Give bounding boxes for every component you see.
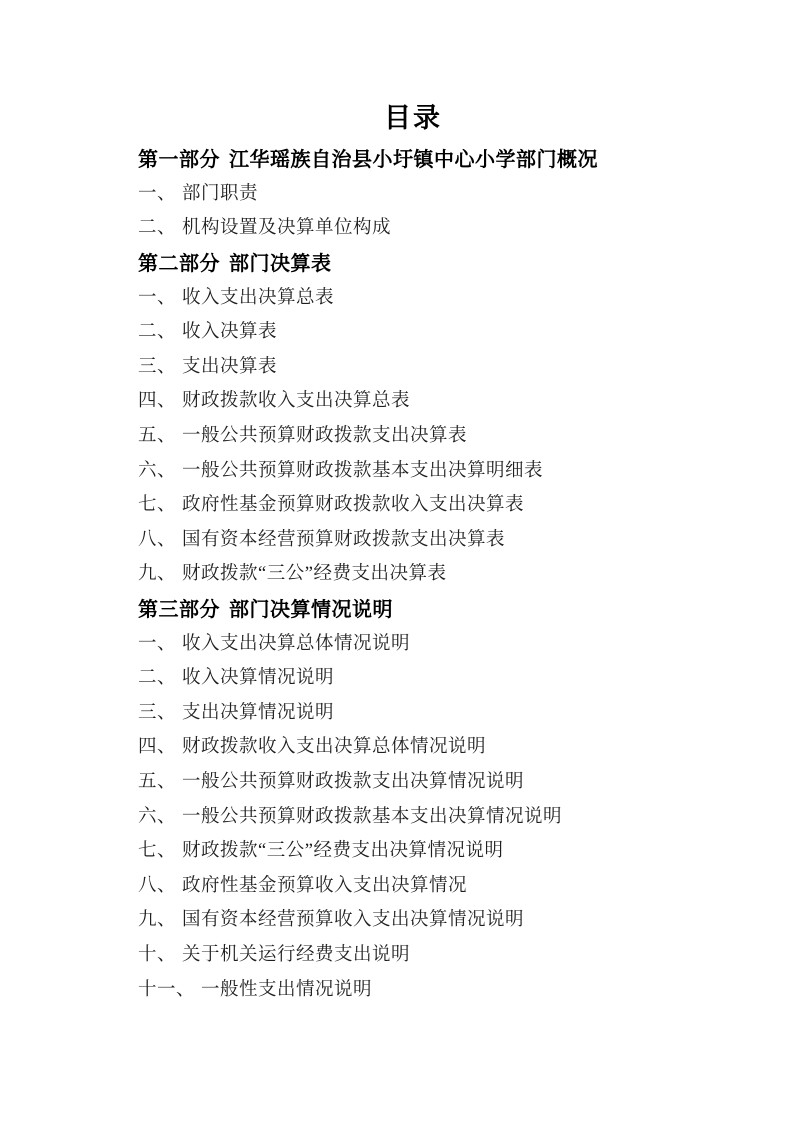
section-heading-title: 部门决算表 [229,252,332,275]
page-title: 目录 [384,103,442,133]
toc-item-text: 收入支出决算总体情况说明 [182,633,411,654]
toc-item-marker: 七、 [138,841,177,862]
toc-item-text: 财政拨款收入支出决算总体情况说明 [182,737,487,758]
toc-item-text: 支出决算表 [182,356,278,377]
section-heading-title: 部门决算情况说明 [229,598,393,621]
toc-item [0,486,793,521]
toc-item-marker: 七、 [138,495,177,516]
toc-item-marker: 六、 [138,806,177,827]
toc-item-text: 政府性基金预算收入支出决算情况 [182,875,468,896]
toc-item-text: 部门职责 [182,183,259,204]
section-heading [0,244,793,279]
section-part-label: 第二部分 [138,252,220,275]
toc-item-text: 收入决算表 [182,322,278,343]
toc-item [0,763,793,798]
toc-item [0,728,793,763]
toc-item-text: 国有资本经营预算财政拨款支出决算表 [182,529,506,550]
table-of-contents [0,140,793,1005]
toc-item-text: 一般性支出情况说明 [201,979,373,1000]
toc-item-marker: 一、 [138,183,177,204]
section-part-label: 第一部分 [138,148,220,171]
toc-item-marker: 五、 [138,771,177,792]
section-heading [0,140,793,175]
toc-item-text: 一般公共预算财政拨款支出决算情况说明 [182,771,525,792]
section-part-label: 第三部分 [138,598,220,621]
toc-item-marker: 六、 [138,460,177,481]
toc-item-marker: 九、 [138,910,177,931]
toc-item-marker: 一、 [138,287,177,308]
toc-item-text: 财政拨款“三公”经费支出决算表 [182,564,447,585]
toc-item [0,555,793,590]
toc-item [0,970,793,1005]
section-heading [0,590,793,625]
toc-item-text: 国有资本经营预算收入支出决算情况说明 [182,910,525,931]
toc-item-marker: 八、 [138,875,177,896]
toc-item-text: 机构设置及决算单位构成 [182,218,392,239]
toc-item-text: 收入支出决算总表 [182,287,335,308]
toc-item [0,417,793,452]
toc-item [0,694,793,729]
toc-item-marker: 五、 [138,426,177,447]
toc-item [0,659,793,694]
toc-item-text: 一般公共预算财政拨款基本支出决算情况说明 [182,806,563,827]
toc-item-marker: 二、 [138,668,177,689]
section-heading-title: 江华瑶族自治县小圩镇中心小学部门概况 [229,148,598,171]
toc-item-text: 支出决算情况说明 [182,702,335,723]
toc-item [0,278,793,313]
toc-item-marker: 八、 [138,529,177,550]
toc-item-marker: 二、 [138,218,177,239]
toc-item-marker: 四、 [138,391,177,412]
toc-item-marker: 三、 [138,356,177,377]
toc-item [0,175,793,210]
toc-item-text: 一般公共预算财政拨款支出决算表 [182,426,468,447]
toc-item [0,451,793,486]
toc-item-text: 关于机关运行经费支出说明 [182,944,411,965]
toc-item-marker: 四、 [138,737,177,758]
toc-item-marker: 二、 [138,322,177,343]
toc-item-marker: 一、 [138,633,177,654]
toc-item [0,936,793,971]
toc-item-text: 收入决算情况说明 [182,668,335,689]
toc-item-marker: 三、 [138,702,177,723]
toc-item [0,624,793,659]
toc-item-text: 一般公共预算财政拨款基本支出决算明细表 [182,460,544,481]
toc-item [0,866,793,901]
toc-item [0,901,793,936]
toc-item [0,832,793,867]
toc-item-marker: 十、 [138,944,177,965]
toc-item-marker: 九、 [138,564,177,585]
toc-item [0,382,793,417]
toc-item-text: 财政拨款收入支出决算总表 [182,391,411,412]
toc-item [0,209,793,244]
toc-item-text: 政府性基金预算财政拨款收入支出决算表 [182,495,525,516]
toc-item [0,797,793,832]
toc-item-text: 财政拨款“三公”经费支出决算情况说明 [182,841,504,862]
toc-item [0,521,793,556]
toc-item [0,313,793,348]
toc-item [0,348,793,383]
toc-item-marker: 十一、 [138,979,196,1000]
